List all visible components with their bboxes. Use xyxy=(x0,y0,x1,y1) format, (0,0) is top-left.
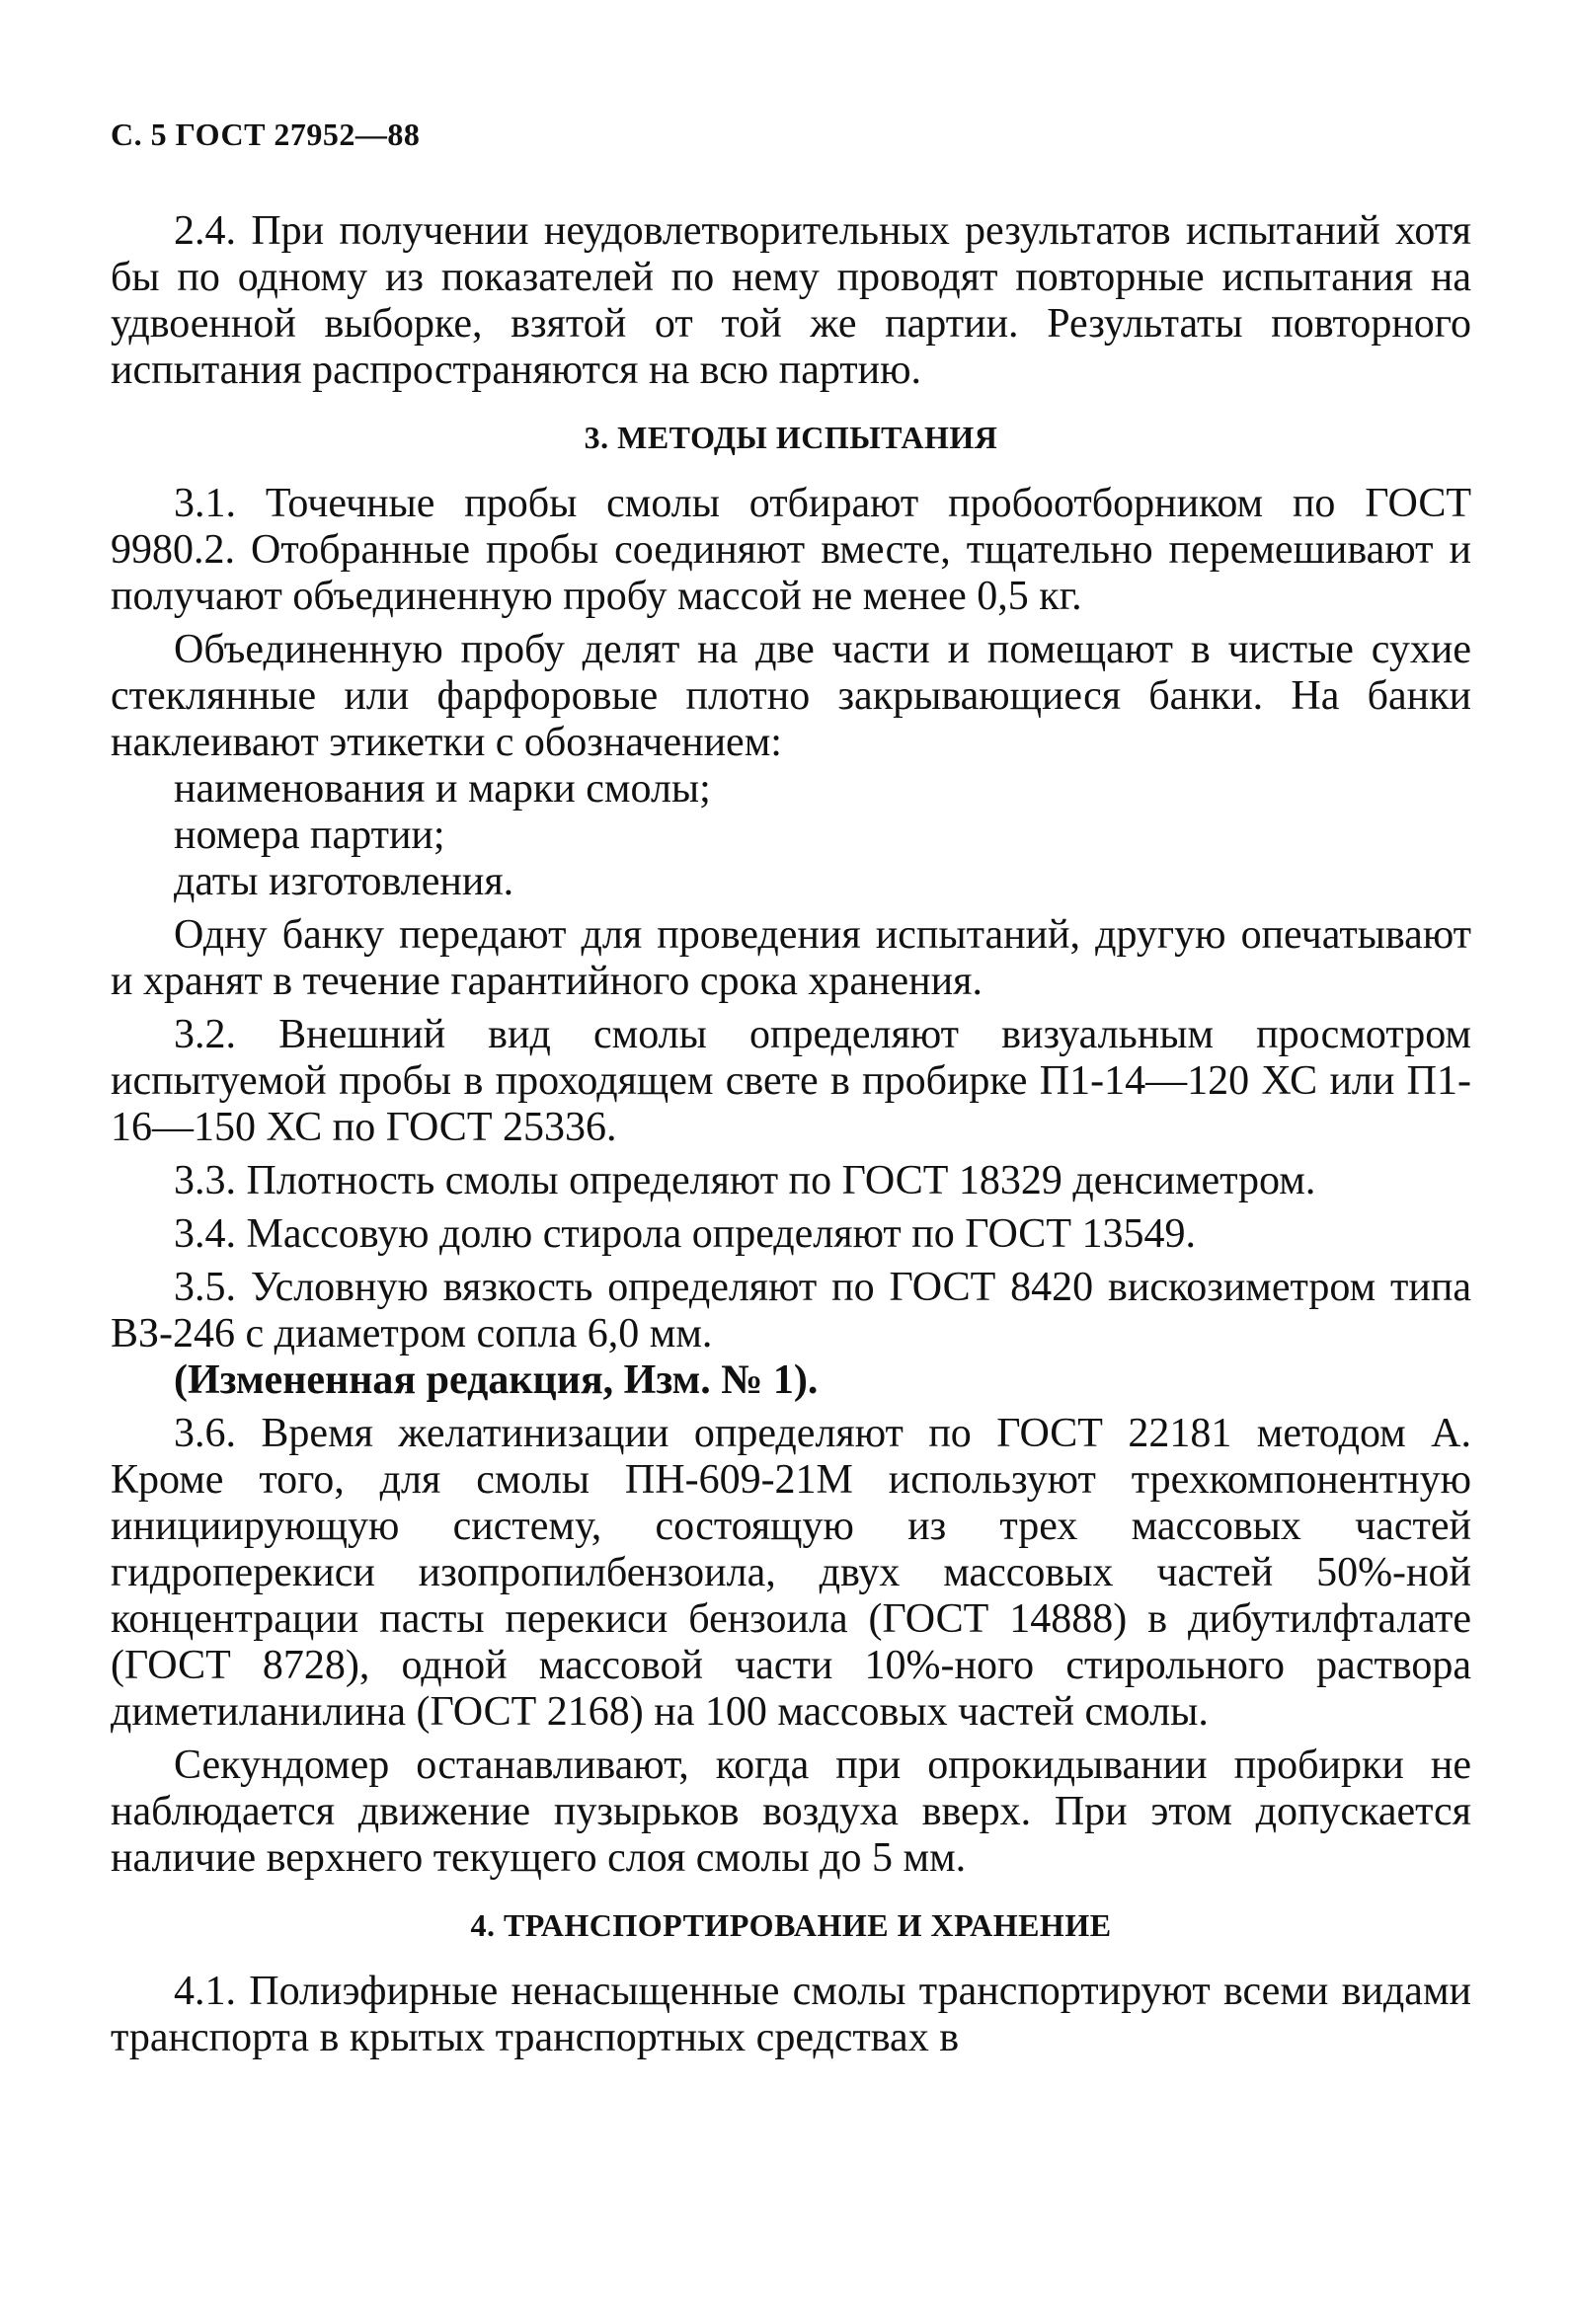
list-item: даты изготовления. xyxy=(174,859,514,904)
amendment-note: (Измененная редакция, Изм. № 1). xyxy=(174,1357,819,1403)
list-item: номера партии; xyxy=(174,813,445,858)
document-page xyxy=(111,116,1471,2061)
section-4-title: 4. ТРАНСПОРТИРОВАНИЕ И ХРАНЕНИЕ xyxy=(470,1907,1112,1943)
paragraph-3-5: 3.5. Условную вязкость определяют по ГОСТ 8420 вискозиметром типа ВЗ-246 с диаметром сопла 6,0 мм. xyxy=(111,1265,1471,1356)
page-header: С. 5 ГОСТ 27952—88 xyxy=(111,116,421,152)
paragraph-3-6-stopwatch: Секундомер останавливают, когда при опрокидывании пробирки не наблюдается движение пузырьков воздуха вверх. При этом допускается наличие верхнего текущего слоя смолы до 5 мм. xyxy=(111,1743,1471,1881)
paragraph-3-6: 3.6. Время желатинизации определяют по ГОСТ 22181 методом А. Кроме того, для смолы ПН-609-21М используют трехкомпонентную инициирующую систему, состоящую из трех массовых частей гидроперекиси изопропилбензоила, двух массовых частей 50%-ной концентрации пасты перекиси бензоила (ГОСТ 14888) в дибутилфталате (ГОСТ 8728), одной массовой части 10%-ного стирольного раствора диметиланилина (ГОСТ 2168) на 100 массовых частей смолы. xyxy=(111,1411,1471,1735)
paragraph-3-1-storage: Одну банку передают для проведения испытаний, другую опечатывают и хранят в течение гарантийного срока хранения. xyxy=(111,912,1471,1004)
list-item: наименования и марки смолы; xyxy=(174,766,711,812)
paragraph-3-3: 3.3. Плотность смолы определяют по ГОСТ 18329 денсиметром. xyxy=(174,1158,1316,1203)
paragraph-3-1-samples: Объединенную пробу делят на две части и помещают в чистые сухие стеклянные или фарфоровые плотно закрывающиеся банки. На банки наклеивают этикетки с обозначением: xyxy=(111,627,1471,765)
paragraph-4-1: 4.1. Полиэфирные ненасыщенные смолы транспортируют всеми видами транспорта в крытых транспортных средствах в xyxy=(111,1969,1471,2060)
paragraph-2-4: 2.4. При получении неудовлетворительных результатов испытаний хотя бы по одному из показателей по нему проводят повторные испытания на удвоенной выборке, взятой от той же партии. Результаты повторного испытания распространяются на всю партию. xyxy=(111,208,1471,393)
paragraph-3-2: 3.2. Внешний вид смолы определяют визуальным просмотром испытуемой пробы в проходящем свете в пробирке П1-14—120 ХС или П1-16—150 ХС по ГОСТ 25336. xyxy=(111,1012,1471,1150)
section-3-title: 3. МЕТОДЫ ИСПЫТАНИЯ xyxy=(584,420,998,455)
label-list xyxy=(111,766,1471,905)
paragraph-3-1: 3.1. Точечные пробы смолы отбирают пробоотборником по ГОСТ 9980.2. Отобранные пробы соединяют вместе, тщательно перемешивают и получают объединенную пробу массой не менее 0,5 кг. xyxy=(111,481,1471,619)
paragraph-3-4: 3.4. Массовую долю стирола определяют по ГОСТ 13549. xyxy=(174,1211,1196,1257)
